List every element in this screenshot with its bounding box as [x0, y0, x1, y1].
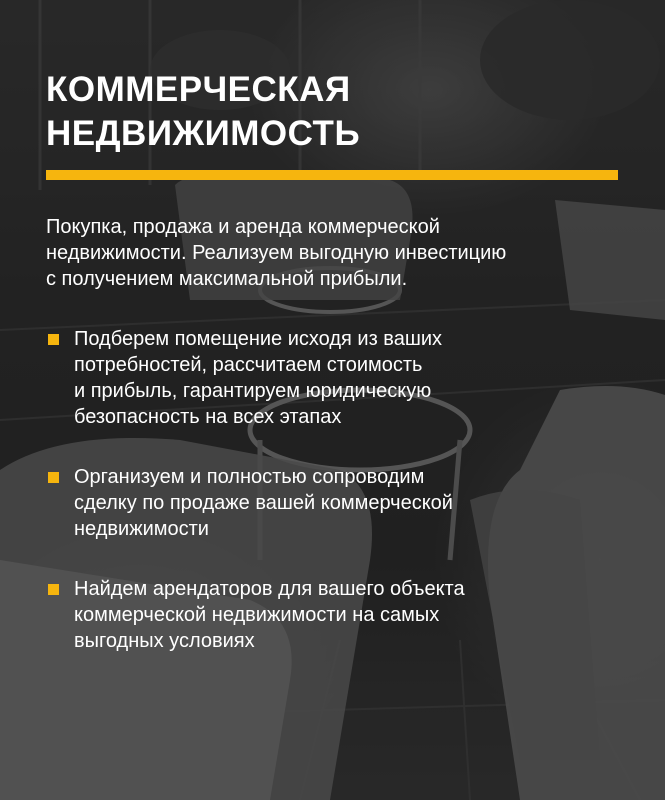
bullet-line: Подберем помещение исходя из ваших [74, 328, 443, 350]
intro-line-1: Покупка, продажа и аренда коммерческой [46, 216, 440, 238]
bullet-line: Организуем и полностью сопроводим [74, 466, 425, 488]
yellow-square-icon [48, 584, 59, 595]
bullet-line: коммерческой недвижимости на самых [74, 604, 440, 626]
bullet-line: сделку по продаже вашей коммерческой [74, 492, 453, 514]
bullet-line: потребностей, рассчитаем стоимость [74, 354, 423, 376]
yellow-square-icon [48, 334, 59, 345]
yellow-square-icon [48, 472, 59, 483]
bullet-line: Найдем арендаторов для вашего объекта [74, 578, 465, 600]
title-line-1: КОММЕРЧЕСКАЯ [46, 70, 351, 109]
list-item [46, 464, 594, 542]
bullet-line: и прибыль, гарантируем юридическую [74, 380, 432, 402]
page-title [46, 68, 626, 156]
intro-line-2: недвижимости. Реализуем выгодную инвестицию [46, 242, 507, 264]
intro-paragraph [46, 214, 606, 292]
services-list [46, 326, 626, 654]
list-item [46, 576, 594, 654]
bullet-line: недвижимости [74, 518, 209, 540]
content-block [46, 68, 626, 688]
bullet-line: выгодных условиях [74, 630, 255, 652]
title-line-2: НЕДВИЖИМОСТЬ [46, 114, 361, 153]
intro-line-3: с получением максимальной прибыли. [46, 268, 408, 290]
list-item [46, 326, 594, 430]
bullet-line: безопасность на всех этапах [74, 406, 342, 428]
accent-divider [46, 170, 618, 180]
